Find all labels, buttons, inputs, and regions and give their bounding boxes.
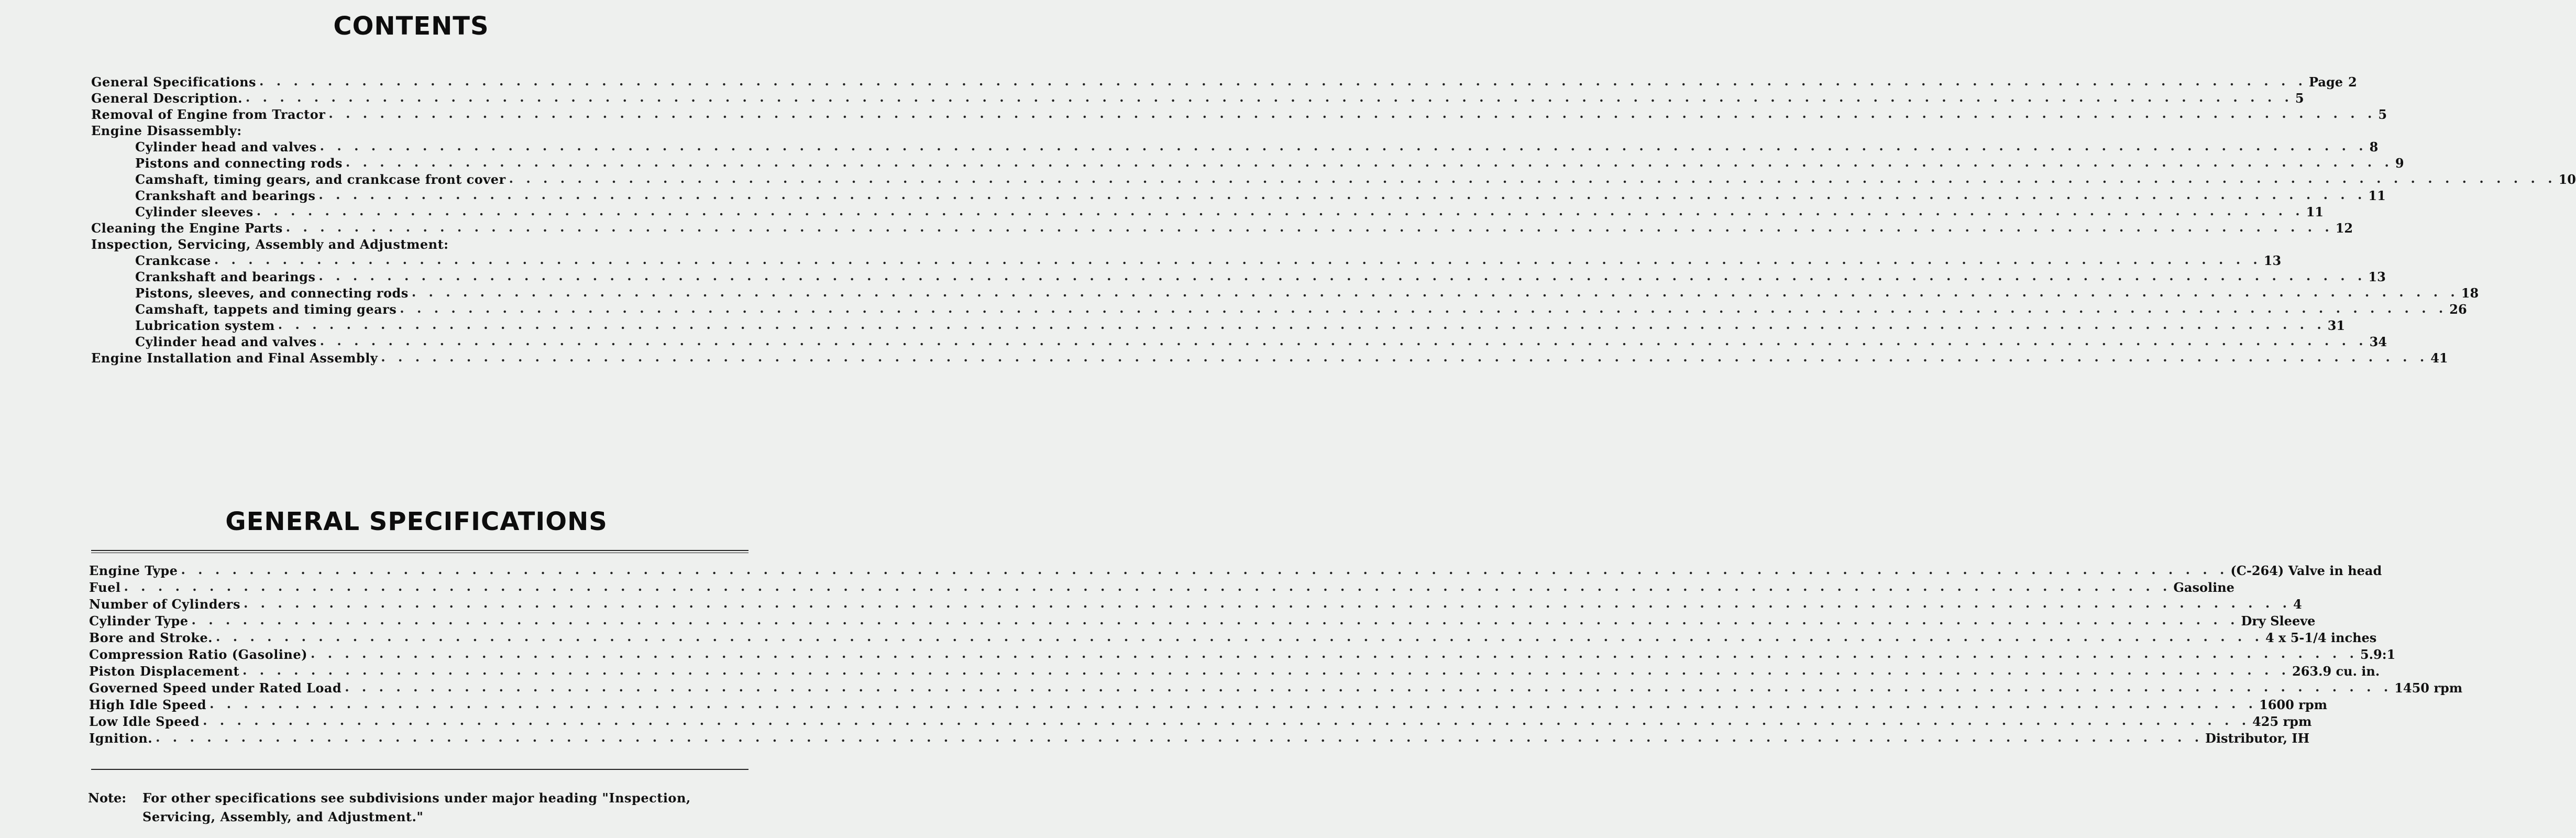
- contents-entry-label: Pistons, sleeves, and connecting rods: [135, 285, 409, 301]
- contents-entry-label: Crankshaft and bearings: [135, 269, 316, 284]
- specifications-bottom-rule: [91, 769, 748, 770]
- contents-page-number: [2309, 74, 2357, 90]
- specification-value: 1600 rpm: [2259, 697, 2328, 712]
- dot-leader: . . . . . . . . . . . . . . . . . . . . . . . . . . . . . . . . . . . . . . . . . . . . . . . . . . . . . . . . . . . . . . . . . . . . . . . . . . . . . . . . . . . . . . . . . . . . . . . . . . . . . . . . . . . . . . . . . . . . . . . .: [214, 252, 2262, 267]
- page-number-value: 13: [2368, 269, 2386, 284]
- contents-page-number: [2378, 107, 2387, 122]
- contents-row: [91, 317, 2346, 333]
- contents-row: [91, 284, 2479, 301]
- specification-row: [89, 679, 2463, 696]
- dot-leader: . . . . . . . . . . . . . . . . . . . . . . . . . . . . . . . . . . . . . . . . . . . . . . . . . . . . . . . . . . . . . . . . . . . . . . . . . . . . . . . . . . . . . . . . . . . . . . . . . . . . . . . . . . . . . . . . . . . . . . . .: [210, 696, 2258, 711]
- contents-title: CONTENTS: [333, 12, 489, 41]
- contents-page-number: [2264, 253, 2281, 268]
- contents-page-number: [2370, 334, 2387, 349]
- specification-value: Dry Sleeve: [2241, 613, 2316, 629]
- specification-value: 1450 rpm: [2394, 680, 2463, 696]
- specification-value: 5.9:1: [2360, 647, 2396, 662]
- contents-entry-label: Pistons and connecting rods: [135, 156, 343, 171]
- dot-leader: . . . . . . . . . . . . . . . . . . . . . . . . . . . . . . . . . . . . . . . . . . . . . . . . . . . . . . . . . . . . . . . . . . . . . . . . . . . . . . . . . . . . . . . . . . . . . . . . . . . . . . . . . . . . . . . . . . . . . . . .: [156, 730, 2204, 745]
- specification-value: (C-264) Valve in head: [2230, 563, 2382, 578]
- page-number-value: 18: [2461, 285, 2479, 301]
- contents-entry-label: Camshaft, timing gears, and crankcase front cover: [135, 172, 506, 187]
- dot-leader: . . . . . . . . . . . . . . . . . . . . . . . . . . . . . . . . . . . . . . . . . . . . . . . . . . . . . . . . . . . . . . . . . . . . . . . . . . . . . . . . . . . . . . . . . . . . . . . . . . . . . . . . . . . . . . . . . . . . . . . .: [400, 301, 2448, 316]
- specifications-title: GENERAL SPECIFICATIONS: [225, 507, 608, 536]
- contents-page-number: [2559, 172, 2576, 187]
- page-number-value: 41: [2430, 350, 2448, 366]
- contents-entry-label: Lubrication system: [135, 318, 275, 333]
- contents-row: [91, 236, 748, 252]
- specification-row: [89, 612, 2316, 629]
- dot-leader: . . . . . . . . . . . . . . . . . . . . . . . . . . . . . . . . . . . . . . . . . . . . . . . . . . . . . . . . . . . . . . . . . . . . . . . . . . . . . . . . . . . . . . . . . . . . . . . . . . . . . . . . . . . . . . . . . . . . . . . .: [411, 284, 2459, 300]
- dot-leader: . . . . . . . . . . . . . . . . . . . . . . . . . . . . . . . . . . . . . . . . . . . . . . . . . . . . . . . . . . . . . . . . . . . . . . . . . . . . . . . . . . . . . . . . . . . . . . . . . . . . . . . . . . . . . . . . . . . . . . . .: [216, 629, 2263, 644]
- contents-page-number: [2370, 139, 2379, 155]
- contents-row: [91, 203, 2324, 219]
- specification-label: Number of Cylinders: [89, 597, 240, 612]
- page-number-value: 13: [2263, 253, 2282, 268]
- contents-entry-label: Camshaft, tappets and timing gears: [135, 302, 397, 317]
- note-text: For other specifications see subdivisions under major heading "Inspection, Servicing, Assembly, and Adjustment.": [142, 790, 691, 824]
- specification-label: Low Idle Speed: [89, 714, 200, 729]
- page-number-value: 11: [2368, 188, 2386, 203]
- dot-leader: . . . . . . . . . . . . . . . . . . . . . . . . . . . . . . . . . . . . . . . . . . . . . . . . . . . . . . . . . . . . . . . . . . . . . . . . . . . . . . . . . . . . . . . . . . . . . . . . . . . . . . . . . . . . . . . . . . . . . . . .: [278, 317, 2326, 332]
- contents-row: [91, 73, 2357, 90]
- dot-leader: . . . . . . . . . . . . . . . . . . . . . . . . . . . . . . . . . . . . . . . . . . . . . . . . . . . . . . . . . . . . . . . . . . . . . . . . . . . . . . . . . . . . . . . . . . . . . . . . . . . . . . . . . . . . . . . . . . . . . . . .: [259, 73, 2307, 89]
- specification-value: Gasoline: [2173, 580, 2234, 595]
- contents-entry-label: Engine Installation and Final Assembly: [91, 350, 378, 366]
- contents-row: [91, 187, 2386, 203]
- dot-leader: . . . . . . . . . . . . . . . . . . . . . . . . . . . . . . . . . . . . . . . . . . . . . . . . . . . . . . . . . . . . . . . . . . . . . . . . . . . . . . . . . . . . . . . . . . . . . . . . . . . . . . . . . . . . . . . . . . . . . . . .: [243, 596, 2291, 611]
- dot-leader: . . . . . . . . . . . . . . . . . . . . . . . . . . . . . . . . . . . . . . . . . . . . . . . . . . . . . . . . . . . . . . . . . . . . . . . . . . . . . . . . . . . . . . . . . . . . . . . . . . . . . . . . . . . . . . . . . . . . . . . .: [181, 562, 2229, 577]
- specification-value: 4 x 5-1/4 inches: [2265, 630, 2377, 645]
- contents-page-number: [2368, 188, 2385, 203]
- specification-label: Engine Type: [89, 563, 178, 578]
- contents-entry-label: Cylinder head and valves: [135, 139, 317, 155]
- dot-leader: . . . . . . . . . . . . . . . . . . . . . . . . . . . . . . . . . . . . . . . . . . . . . . . . . . . . . . . . . . . . . . . . . . . . . . . . . . . . . . . . . . . . . . . . . . . . . . . . . . . . . . . . . . . . . . . . . . . . . . . .: [381, 349, 2429, 365]
- dot-leader: . . . . . . . . . . . . . . . . . . . . . . . . . . . . . . . . . . . . . . . . . . . . . . . . . . . . . . . . . . . . . . . . . . . . . . . . . . . . . . . . . . . . . . . . . . . . . . . . . . . . . . . . . . . . . . . . . . . . . . . .: [256, 203, 2304, 218]
- specifications-list: [89, 561, 2463, 746]
- page-number-value: 26: [2449, 302, 2467, 317]
- contents-row: [91, 219, 2353, 236]
- specification-row: [89, 645, 2396, 662]
- specification-label: Ignition.: [89, 731, 153, 746]
- specification-label: High Idle Speed: [89, 697, 207, 712]
- contents-row: [91, 122, 748, 138]
- specification-value: 4: [2293, 597, 2302, 612]
- contents-row: [91, 171, 2576, 187]
- contents-row: [91, 349, 2448, 366]
- contents-row: [91, 106, 2387, 122]
- contents-entry-label: Removal of Engine from Tractor: [91, 107, 326, 122]
- dot-leader: . . . . . . . . . . . . . . . . . . . . . . . . . . . . . . . . . . . . . . . . . . . . . . . . . . . . . . . . . . . . . . . . . . . . . . . . . . . . . . . . . . . . . . . . . . . . . . . . . . . . . . . . . . . . . . . . . . . . . . . .: [320, 138, 2368, 153]
- specification-label: Governed Speed under Rated Load: [89, 680, 342, 696]
- dot-leader: . . . . . . . . . . . . . . . . . . . . . . . . . . . . . . . . . . . . . . . . . . . . . . . . . . . . . . . . . . . . . . . . . . . . . . . . . . . . . . . . . . . . . . . . . . . . . . . . . . . . . . . . . . . . . . . . . . . . . . . .: [345, 679, 2393, 694]
- specification-label: Bore and Stroke.: [89, 630, 213, 645]
- dot-leader: . . . . . . . . . . . . . . . . . . . . . . . . . . . . . . . . . . . . . . . . . . . . . . . . . . . . . . . . . . . . . . . . . . . . . . . . . . . . . . . . . . . . . . . . . . . . . . . . . . . . . . . . . . . . . . . . . . . . . . . .: [320, 333, 2368, 348]
- specification-label: Cylinder Type: [89, 613, 189, 629]
- specification-row: [89, 729, 2310, 746]
- page-number-value: 12: [2335, 220, 2353, 236]
- specification-row: [89, 662, 2380, 679]
- specification-row: [89, 561, 2382, 578]
- specification-value: Distributor, IH: [2205, 731, 2310, 746]
- dot-leader: . . . . . . . . . . . . . . . . . . . . . . . . . . . . . . . . . . . . . . . . . . . . . . . . . . . . . . . . . . . . . . . . . . . . . . . . . . . . . . . . . . . . . . . . . . . . . . . . . . . . . . . . . . . . . . . . . . . . . . . .: [345, 155, 2393, 170]
- specification-row: [89, 629, 2377, 645]
- contents-entry-label: General Description.: [91, 91, 243, 106]
- contents-page-number: [2295, 91, 2304, 106]
- page-number-value: 11: [2306, 204, 2324, 219]
- specification-label: Piston Displacement: [89, 664, 240, 679]
- contents-row: [91, 268, 2386, 284]
- page-number-value: 34: [2369, 334, 2387, 349]
- specifications-top-rule: [91, 550, 748, 553]
- page-number-value: 31: [2327, 318, 2346, 333]
- contents-row: [91, 138, 2379, 155]
- contents-page-number: [2336, 220, 2353, 236]
- contents-page-number: [2461, 285, 2479, 301]
- page-number-value: 9: [2395, 156, 2404, 171]
- contents-entry-label: Inspection, Servicing, Assembly and Adjustment:: [91, 237, 449, 252]
- specification-value: 425 rpm: [2252, 714, 2312, 729]
- contents-entry-label: Crankcase: [135, 253, 211, 268]
- specification-row: [89, 712, 2312, 729]
- dot-leader: . . . . . . . . . . . . . . . . . . . . . . . . . . . . . . . . . . . . . . . . . . . . . . . . . . . . . . . . . . . . . . . . . . . . . . . . . . . . . . . . . . . . . . . . . . . . . . . . . . . . . . . . . . . . . . . . . . . . . . . .: [203, 713, 2251, 728]
- dot-leader: . . . . . . . . . . . . . . . . . . . . . . . . . . . . . . . . . . . . . . . . . . . . . . . . . . . . . . . . . . . . . . . . . . . . . . . . . . . . . . . . . . . . . . . . . . . . . . . . . . . . . . . . . . . . . . . . . . . . . . . .: [328, 106, 2376, 121]
- specification-label: Compression Ratio (Gasoline): [89, 647, 307, 662]
- dot-leader: . . . . . . . . . . . . . . . . . . . . . . . . . . . . . . . . . . . . . . . . . . . . . . . . . . . . . . . . . . . . . . . . . . . . . . . . . . . . . . . . . . . . . . . . . . . . . . . . . . . . . . . . . . . . . . . . . . . . . . . .: [243, 663, 2291, 678]
- dot-leader: . . . . . . . . . . . . . . . . . . . . . . . . . . . . . . . . . . . . . . . . . . . . . . . . . . . . . . . . . . . . . . . . . . . . . . . . . . . . . . . . . . . . . . . . . . . . . . . . . . . . . . . . . . . . . . . . . . . . . . . .: [245, 90, 2293, 105]
- specification-row: [89, 595, 2302, 612]
- contents-row: [91, 333, 2387, 349]
- page-column-header: Page: [2309, 74, 2343, 90]
- specifications-note: [88, 789, 748, 826]
- note-label: Note:: [88, 790, 127, 806]
- page-number-value: 8: [2369, 139, 2379, 155]
- contents-page-number: [2368, 269, 2385, 284]
- dot-leader: . . . . . . . . . . . . . . . . . . . . . . . . . . . . . . . . . . . . . . . . . . . . . . . . . . . . . . . . . . . . . . . . . . . . . . . . . . . . . . . . . . . . . . . . . . . . . . . . . . . . . . . . . . . . . . . . . . . . . . . .: [285, 219, 2333, 235]
- contents-list: [91, 73, 2576, 366]
- contents-entry-label: General Specifications: [91, 74, 257, 90]
- contents-row: [91, 301, 2467, 317]
- contents-entry-label: Cylinder head and valves: [135, 334, 317, 349]
- contents-entry-label: Cleaning the Engine Parts: [91, 220, 283, 236]
- specification-label: Fuel: [89, 580, 121, 595]
- page-number-value: 10: [2558, 172, 2576, 187]
- dot-leader: . . . . . . . . . . . . . . . . . . . . . . . . . . . . . . . . . . . . . . . . . . . . . . . . . . . . . . . . . . . . . . . . . . . . . . . . . . . . . . . . . . . . . . . . . . . . . . . . . . . . . . . . . . . . . . . . . . . . . . . .: [509, 171, 2557, 186]
- contents-page-number: [2449, 302, 2467, 317]
- contents-row: [91, 155, 2404, 171]
- contents-entry-label: Cylinder sleeves: [135, 204, 254, 219]
- contents-row: [91, 90, 2304, 106]
- dot-leader: . . . . . . . . . . . . . . . . . . . . . . . . . . . . . . . . . . . . . . . . . . . . . . . . . . . . . . . . . . . . . . . . . . . . . . . . . . . . . . . . . . . . . . . . . . . . . . . . . . . . . . . . . . . . . . . . . . . . . . . .: [311, 646, 2358, 661]
- page-number-value: 2: [2348, 74, 2357, 90]
- contents-page-number: [2328, 318, 2345, 333]
- contents-entry-label: Engine Disassembly:: [91, 123, 242, 138]
- contents-row: [91, 252, 2282, 268]
- contents-page-number: [2430, 350, 2448, 366]
- page-number-value: 5: [2378, 107, 2387, 122]
- contents-page-number: [2395, 156, 2404, 171]
- dot-leader: . . . . . . . . . . . . . . . . . . . . . . . . . . . . . . . . . . . . . . . . . . . . . . . . . . . . . . . . . . . . . . . . . . . . . . . . . . . . . . . . . . . . . . . . . . . . . . . . . . . . . . . . . . . . . . . . . . . . . . . .: [318, 187, 2366, 202]
- specification-row: [89, 578, 2234, 595]
- contents-page-number: [2306, 204, 2324, 219]
- specification-row: [89, 696, 2328, 712]
- dot-leader: . . . . . . . . . . . . . . . . . . . . . . . . . . . . . . . . . . . . . . . . . . . . . . . . . . . . . . . . . . . . . . . . . . . . . . . . . . . . . . . . . . . . . . . . . . . . . . . . . . . . . . . . . . . . . . . . . . . . . . . .: [191, 612, 2239, 627]
- contents-entry-label: Crankshaft and bearings: [135, 188, 316, 203]
- page-number-value: 5: [2295, 91, 2304, 106]
- dot-leader: . . . . . . . . . . . . . . . . . . . . . . . . . . . . . . . . . . . . . . . . . . . . . . . . . . . . . . . . . . . . . . . . . . . . . . . . . . . . . . . . . . . . . . . . . . . . . . . . . . . . . . . . . . . . . . . . . . . . . . . .: [318, 268, 2366, 283]
- specification-value: 263.9 cu. in.: [2292, 664, 2380, 679]
- dot-leader: . . . . . . . . . . . . . . . . . . . . . . . . . . . . . . . . . . . . . . . . . . . . . . . . . . . . . . . . . . . . . . . . . . . . . . . . . . . . . . . . . . . . . . . . . . . . . . . . . . . . . . . . . . . . . . . . . . . . . . . .: [124, 579, 2172, 594]
